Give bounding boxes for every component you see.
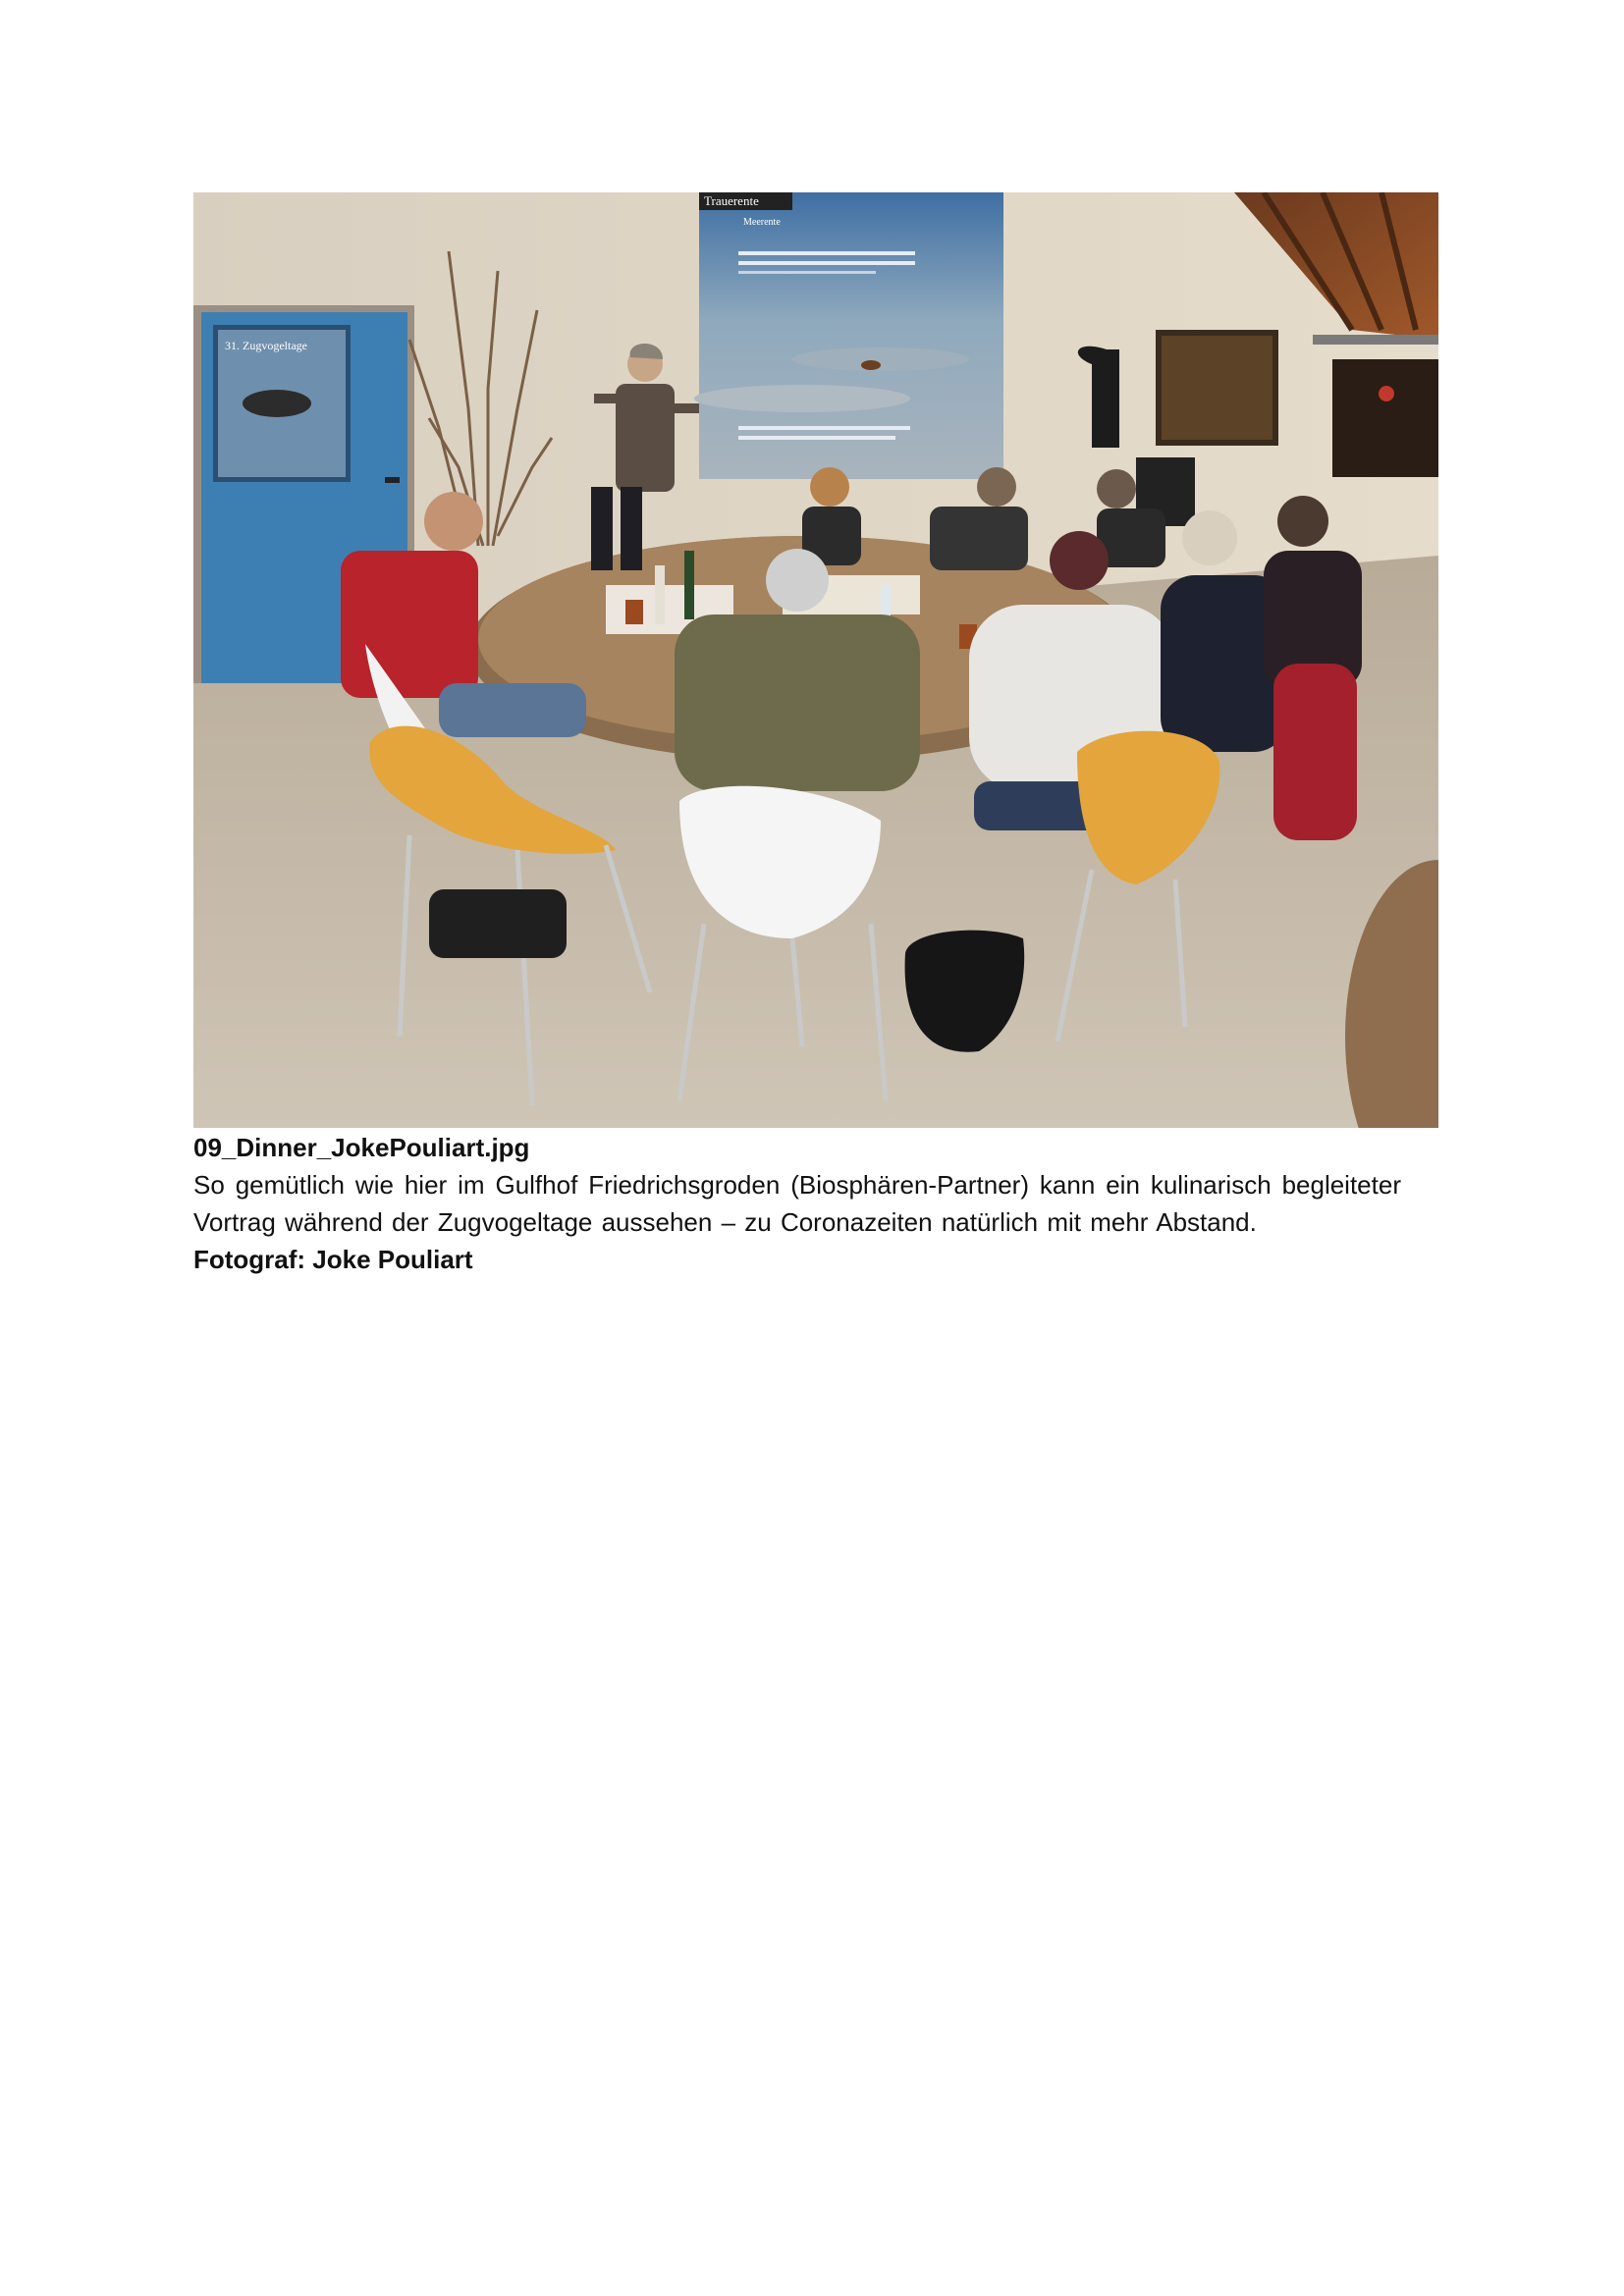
slide-subtitle: Meerente — [743, 217, 781, 228]
photographer-credit: Fotograf: Joke Pouliart — [193, 1245, 473, 1274]
dinner-lecture-photo — [193, 192, 1438, 1128]
svg-text:31. Zugvogeltage: 31. Zugvogeltage — [225, 339, 307, 352]
image-filename: 09_Dinner_JokePouliart.jpg — [193, 1133, 530, 1162]
caption-description: So gemütlich wie hier im Gulfhof Friedrichsgroden (Biosphären-Partner) kann ein kulinarisch begleiteter Vortrag während der Zugvogeltage aussehen – zu Coronazeiten natürlich mit mehr Abstand. — [193, 1170, 1401, 1237]
slide-title: Trauerente — [704, 193, 759, 208]
event-photo — [193, 192, 1438, 1128]
photo-caption — [193, 1129, 1401, 1278]
